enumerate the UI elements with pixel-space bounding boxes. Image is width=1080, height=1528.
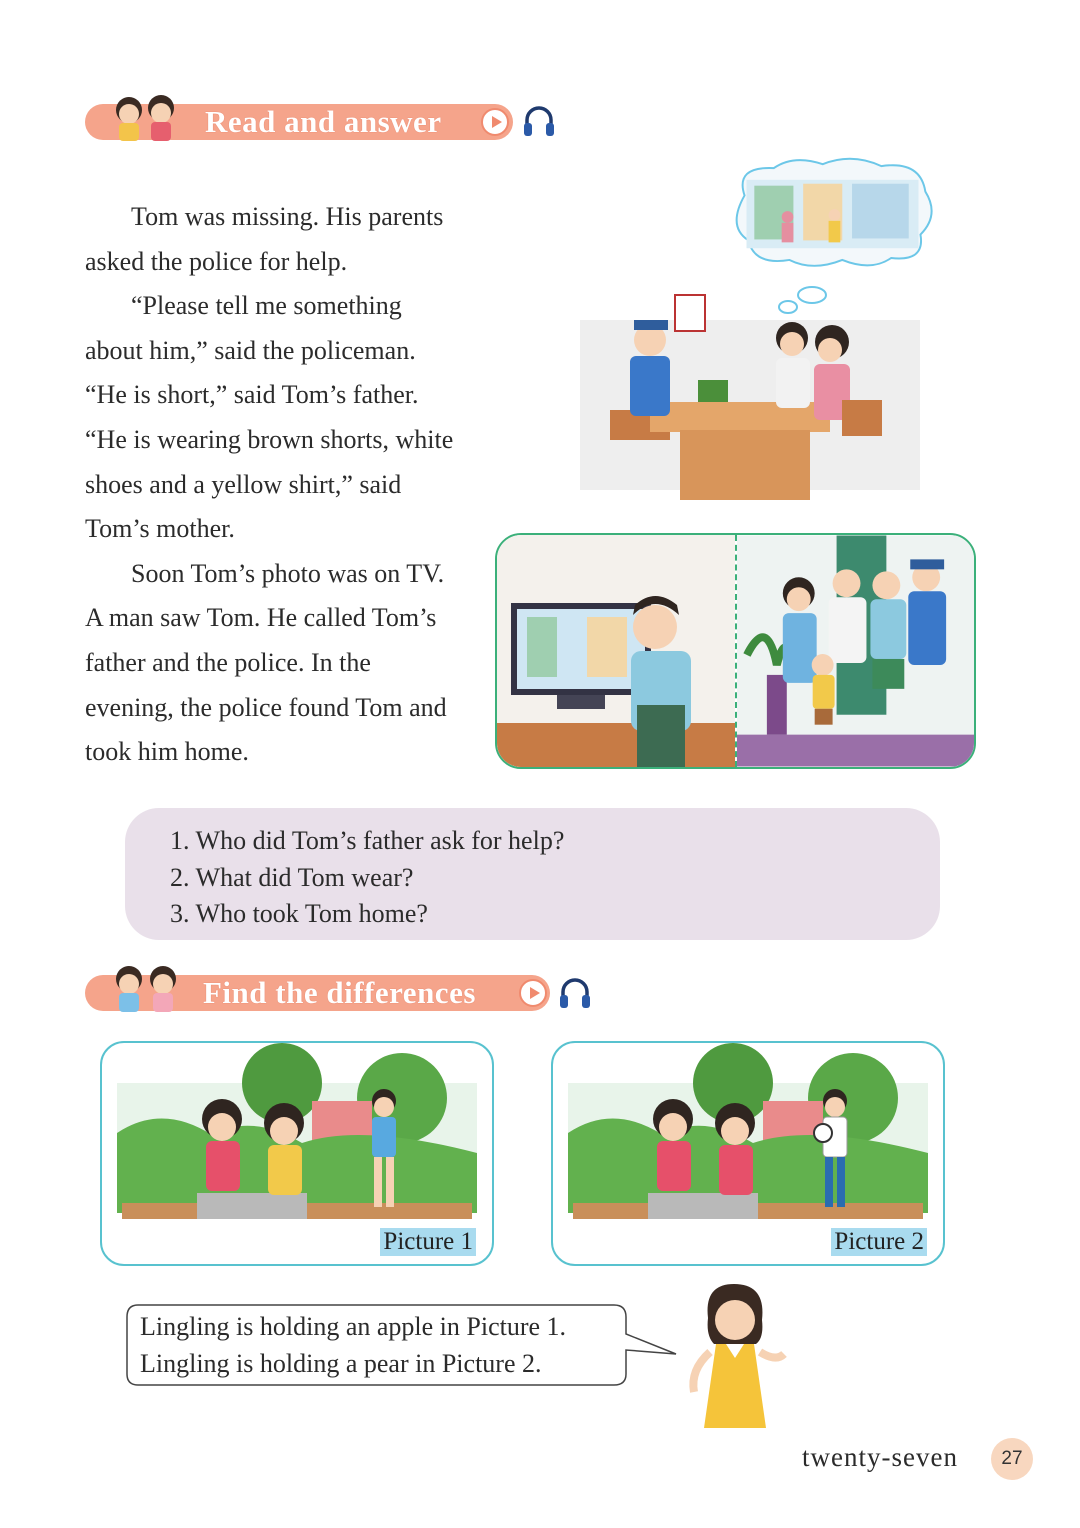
page-number-badge: 27 <box>991 1438 1033 1480</box>
story-paragraph: Soon Tom’s photo was on TV. A man saw Tom. He called Tom’s father and the police. In the evening, the police found Tom and took him home. <box>85 558 447 767</box>
question-item: 1. Who did Tom’s father ask for help? <box>170 826 565 855</box>
section-banner-find-the-differences <box>85 973 605 1013</box>
thought-bubble-illustration <box>725 155 940 275</box>
headphones-icon[interactable] <box>521 104 557 140</box>
speech-line: Lingling is holding a pear in Picture 2. <box>140 1349 542 1378</box>
family-police-panel <box>737 535 974 767</box>
questions-box <box>125 808 940 940</box>
question-item: 3. Who took Tom home? <box>170 899 428 929</box>
page-number-word: twenty-seven <box>802 1442 958 1472</box>
story-text <box>85 195 485 775</box>
tv-and-found-illustration <box>495 533 976 769</box>
police-station-illustration <box>580 290 920 520</box>
section-title: Read and answer <box>205 104 442 139</box>
question-item: 2. What did Tom wear? <box>170 862 414 892</box>
section-banner-read-and-answer <box>85 102 565 142</box>
picture-label: Picture 2 <box>831 1228 927 1256</box>
tv-call-panel <box>497 535 735 767</box>
story-paragraph: Tom was missing. His parents asked the police for help. <box>85 202 444 276</box>
story-paragraph: “He is wearing brown shorts, white shoes and a yellow shirt,” said Tom’s mother. <box>85 424 454 544</box>
speech-line: Lingling is holding an apple in Picture 1. <box>140 1312 567 1341</box>
kids-icon <box>99 92 199 144</box>
picture-2-box <box>551 1041 945 1266</box>
speech-bubble <box>126 1304 630 1386</box>
play-audio-icon[interactable] <box>481 108 509 136</box>
story-paragraph: “Please tell me something about him,” said the policeman. <box>85 291 416 365</box>
kids-icon <box>99 963 199 1015</box>
story-paragraph: “He is short,” said Tom’s father. <box>85 380 419 410</box>
speech-text <box>140 1308 566 1382</box>
headphones-icon[interactable] <box>557 976 593 1012</box>
questions-list <box>170 823 564 933</box>
picture-label: Picture 1 <box>380 1228 476 1256</box>
girl-character-illustration <box>680 1278 800 1428</box>
play-audio-icon[interactable] <box>519 979 547 1007</box>
section-title: Find the differences <box>203 975 476 1010</box>
picture-1-box <box>100 1041 494 1266</box>
